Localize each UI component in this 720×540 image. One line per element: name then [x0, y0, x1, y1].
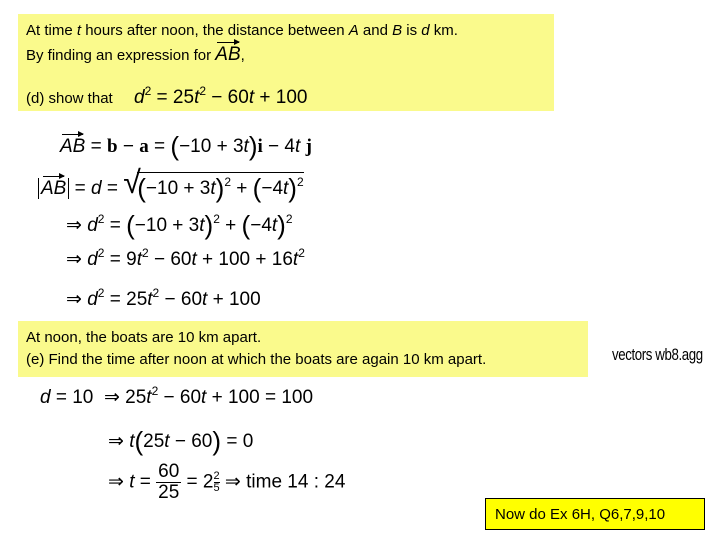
slide-reference-stamp: vectors wb8.agg [612, 345, 703, 364]
homework-text: Now do Ex 6H, Q6,7,9,10 [495, 506, 666, 523]
work-d-row1: AB = b − a = (−10 + 3t)i − 4t j [60, 131, 312, 161]
work-e-row1: d = 10 ⇒ $25t^2 - 60t + 100 = 100$ [40, 384, 314, 408]
implies-arrow: ⇒ [103, 387, 120, 408]
work-e-row3: ⇒ t = $\frac{60}{25}$ = 2 $\frac{2}{5}$ ⇒ time 14 : 24 [108, 461, 346, 503]
implies-arrow: ⇒ [66, 215, 82, 236]
implies-arrow: ⇒ [108, 471, 124, 493]
work-d-row4: ⇒ $d^2 = 9t^2 - 60t + 100 + 16t^2$ [66, 246, 305, 270]
work-e-row2: ⇒ t(25t − 60) = 0 [108, 426, 254, 456]
work-d-row3: ⇒ $d^2 = (-10 + 3t)^2 + (-4t)^2$ [66, 210, 293, 240]
implies-arrow: ⇒ [108, 431, 124, 452]
implies-arrow: ⇒ [224, 471, 241, 493]
work-d-row2: AB = d = √ $(-10 + 3t)^2 + (-4t)^2$ [38, 172, 304, 201]
target-equation: $d^2 = 25t^2 - 60t + 100$ [134, 84, 308, 108]
implies-arrow: ⇒ [66, 289, 82, 310]
implies-arrow: ⇒ [66, 249, 82, 270]
work-d-row5: ⇒ $d^2 = 25t^2 - 60t + 100$ [66, 286, 261, 310]
mixed-fraction: $\frac{2}{5}$ [213, 469, 220, 494]
question-d-line3: (d) show that [26, 90, 113, 107]
homework-box [485, 498, 705, 530]
question-e-line2: (e) Find the time after noon at which the boats are again 10 km apart. [26, 351, 487, 368]
question-e-line1: At noon, the boats are 10 km apart. [26, 329, 262, 346]
fraction: $\frac{60}{25}$ [158, 461, 180, 503]
vector-ab: AB [215, 44, 241, 65]
question-d-line1: At time t hours after noon, the distance between A and B is d km. [26, 22, 458, 39]
question-d-line2: By finding an expression for AB, [26, 44, 245, 65]
